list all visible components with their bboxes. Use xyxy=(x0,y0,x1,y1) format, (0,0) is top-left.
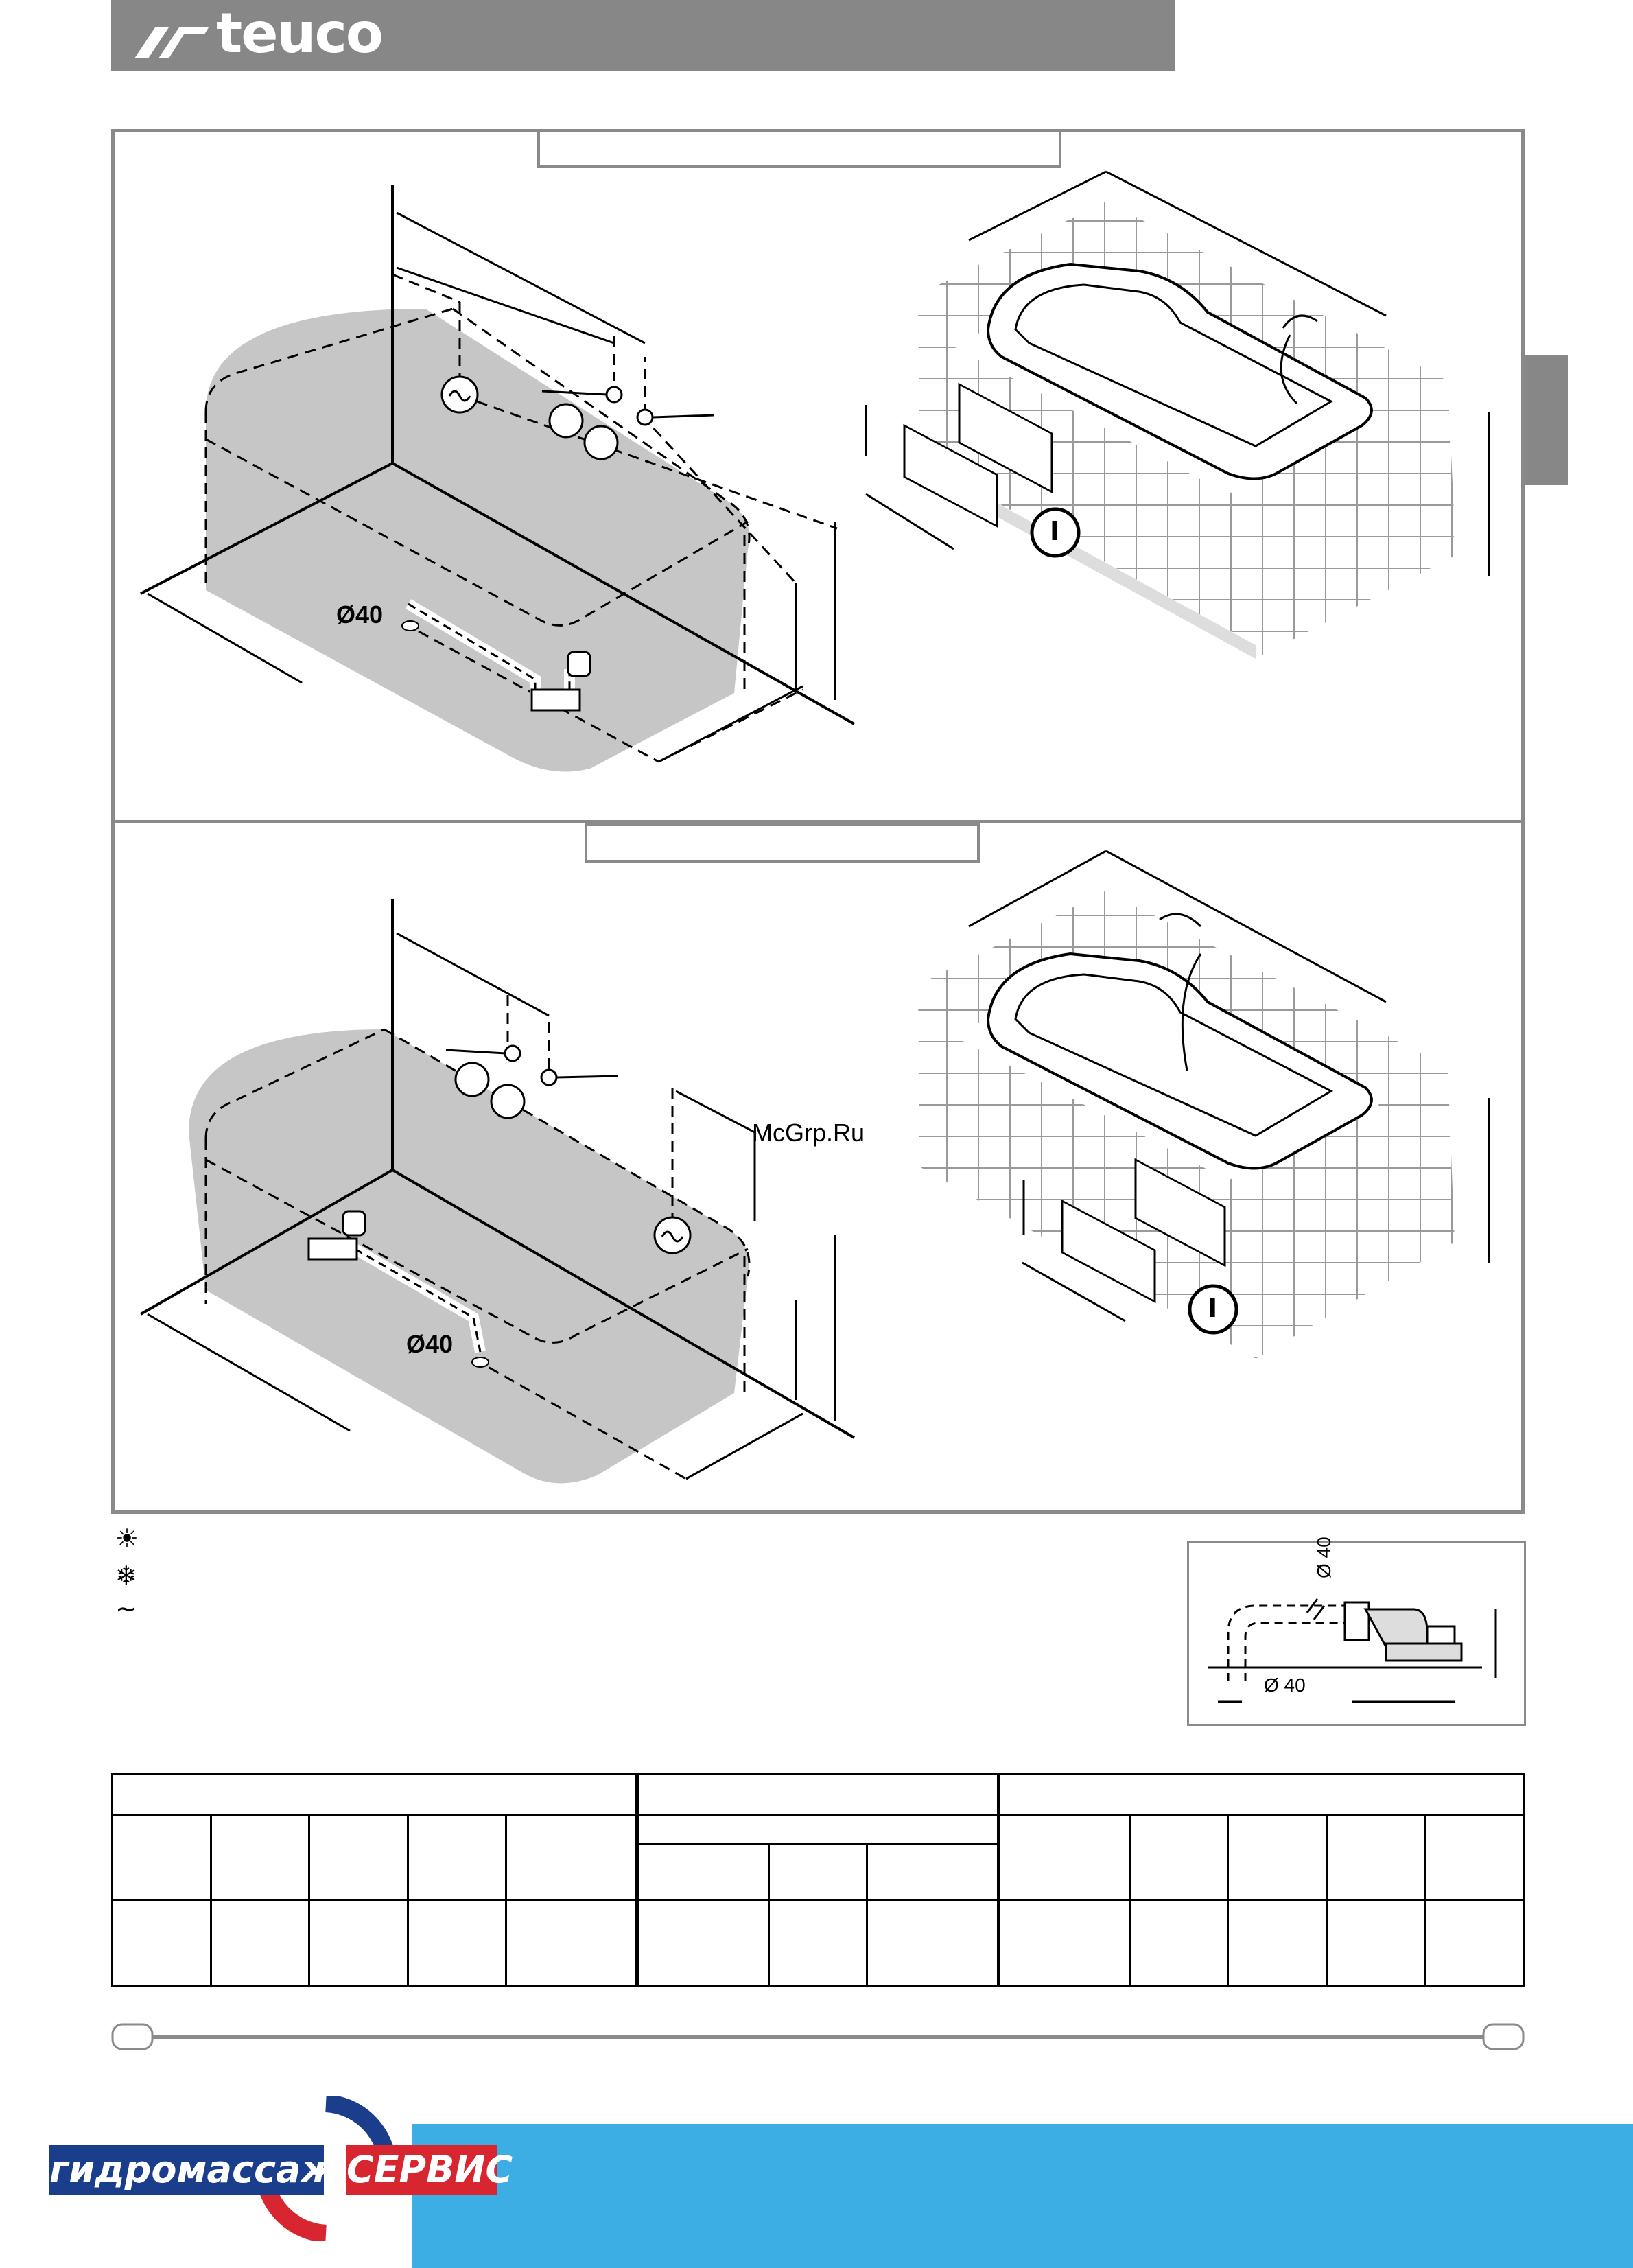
spec-value xyxy=(768,1900,867,1986)
spec-value xyxy=(867,1900,998,1986)
top-tub-illustration xyxy=(866,172,1489,659)
spec-cell xyxy=(867,1844,998,1900)
spec-cell xyxy=(1425,1815,1524,1900)
panel-badge-bottom: I xyxy=(1208,1293,1218,1323)
bottom-tub-illustration xyxy=(918,851,1489,1359)
spec-value xyxy=(506,1900,637,1986)
spec-table xyxy=(111,1773,1525,1987)
brand-logo: teuco xyxy=(216,1,382,65)
spec-value xyxy=(1228,1900,1327,1986)
spec-cell xyxy=(113,1815,211,1900)
page-number-rule xyxy=(111,2023,1526,2050)
spec-cell xyxy=(506,1815,637,1900)
spec-value xyxy=(1129,1900,1228,1986)
spec-header-group-2 xyxy=(637,1774,998,1815)
spec-cell xyxy=(309,1815,408,1900)
spec-subheader xyxy=(637,1815,998,1844)
footer-banner xyxy=(412,2124,1633,2268)
drain-diameter-label-top: Ø40 xyxy=(336,600,384,629)
spec-value xyxy=(309,1900,408,1986)
spec-value xyxy=(408,1900,506,1986)
spec-value xyxy=(637,1900,768,1986)
spec-cell xyxy=(768,1844,867,1900)
spec-cell xyxy=(211,1815,309,1900)
spec-header-group-1 xyxy=(113,1774,637,1815)
hot-water-icon: ☀ xyxy=(115,1523,139,1554)
spec-cell xyxy=(1129,1815,1228,1900)
brand-left-text: гидромассаж xyxy=(49,2145,324,2195)
spec-value xyxy=(998,1900,1129,1986)
brand-right-text: СЕРВИС xyxy=(346,2145,497,2195)
electric-supply-icon: ~ xyxy=(115,1593,137,1624)
cold-water-icon: ❄ xyxy=(115,1560,137,1591)
spec-cell xyxy=(408,1815,506,1900)
bottom-installation-diagram xyxy=(141,899,854,1483)
inset-label-vertical: Ø 40 xyxy=(1313,1536,1335,1578)
watermark: McGrp.Ru xyxy=(752,1119,865,1147)
spec-cell xyxy=(1228,1815,1327,1900)
spec-cell xyxy=(637,1844,768,1900)
spec-value xyxy=(113,1900,211,1986)
drain-diameter-label-bottom: Ø40 xyxy=(406,1330,454,1358)
inset-label-horizontal: Ø 40 xyxy=(1264,1674,1306,1696)
spec-value xyxy=(1326,1900,1425,1986)
panel-badge-top: I xyxy=(1050,516,1060,546)
spec-header-group-3 xyxy=(998,1774,1523,1815)
top-installation-diagram xyxy=(141,185,854,772)
spec-cell xyxy=(998,1815,1129,1900)
drain-detail-inset xyxy=(1187,1541,1526,1726)
spec-value xyxy=(211,1900,309,1986)
spec-cell xyxy=(1326,1815,1425,1900)
spec-value xyxy=(1425,1900,1524,1986)
